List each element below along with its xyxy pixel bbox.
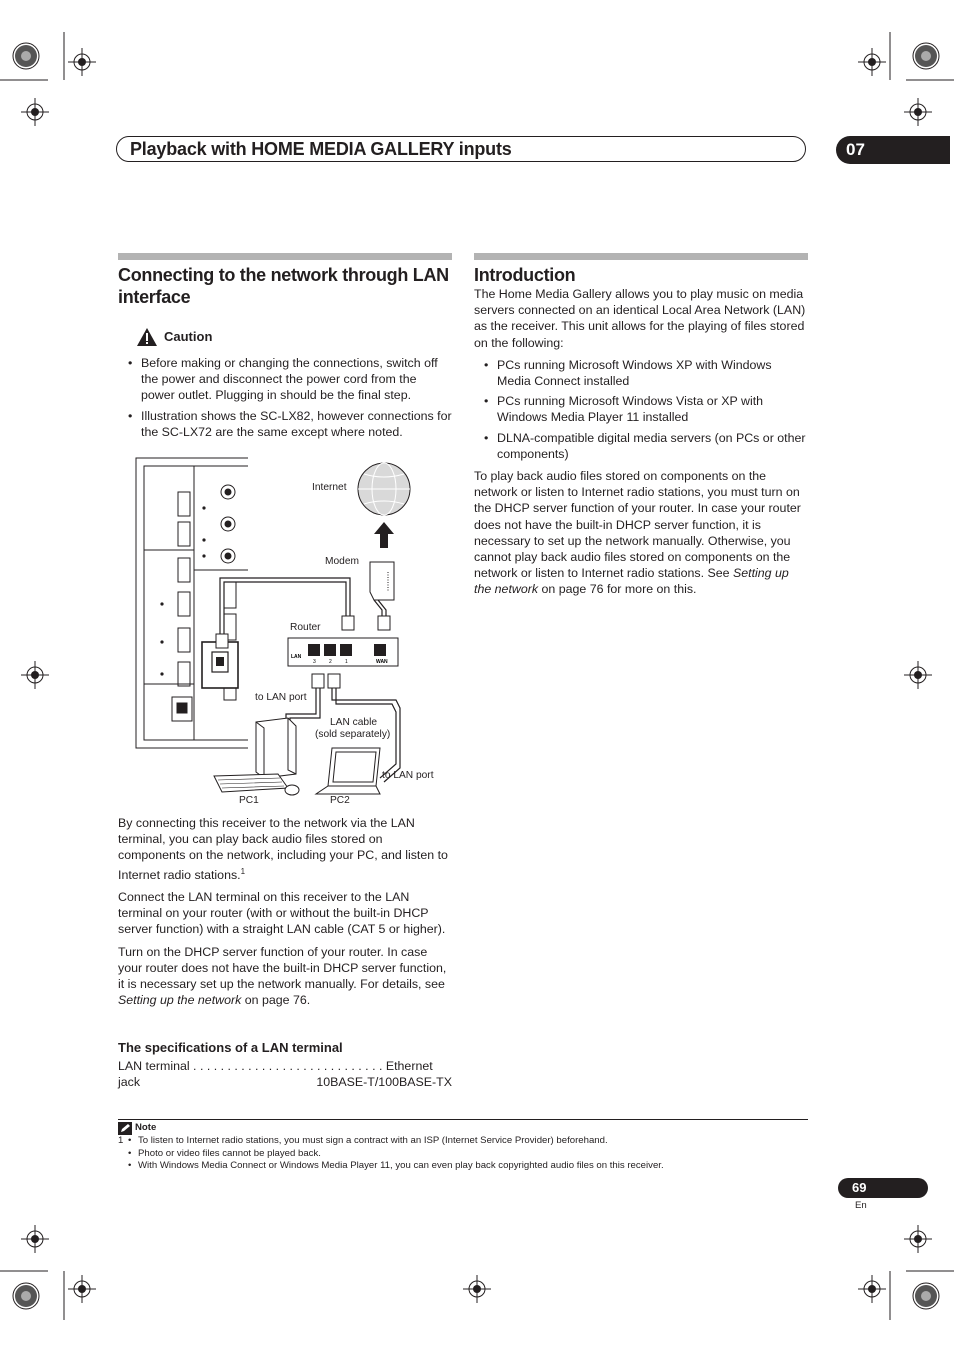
caution-label: Caution xyxy=(164,328,213,344)
list-item: • With Windows Media Connect or Windows Media Player 11, you can even play back copyrighted audio files on this receiver. xyxy=(128,1160,664,1173)
page-number-tab: 69 xyxy=(838,1178,928,1198)
internet-label: Internet xyxy=(312,482,347,493)
caution-block xyxy=(118,327,452,444)
modem-label: Modem xyxy=(325,556,359,567)
pc1-desktop-icon xyxy=(214,718,299,795)
list-item: • PCs running Microsoft Windows XP with Windows Media Connect installed xyxy=(474,357,808,389)
list-item: • To listen to Internet radio stations, you must sign a contract with an ISP (Internet Service Provider) beforehand. xyxy=(128,1135,664,1148)
to-lan-port-label-pc1: to LAN port xyxy=(255,692,307,703)
list-item: • PCs running Microsoft Windows Vista or XP with Windows Media Player 11 installed xyxy=(474,393,808,425)
left-section-heading-wrap xyxy=(118,264,452,308)
note-number: 1 xyxy=(118,1135,124,1146)
left-body-text xyxy=(118,815,452,1014)
right-section-heading: Introduction xyxy=(474,265,576,285)
router-port3-label: 3 xyxy=(313,659,316,665)
footnote-area xyxy=(118,1119,808,1173)
right-section-heading-wrap xyxy=(474,264,808,286)
note-pencil-icon xyxy=(118,1122,132,1135)
left-section-heading: Connecting to the network through LAN interface xyxy=(118,265,449,307)
warning-icon xyxy=(136,327,158,347)
section-rule-right xyxy=(474,253,808,260)
lan-cable-sold-separately-label: (sold separately) xyxy=(315,729,391,740)
right-body-text xyxy=(474,286,808,604)
spec-lan-terminal: LAN terminal . . . . . . . . . . . . . . . . . . . . . . . . . . . . Ethernet jack xyxy=(118,1059,433,1089)
pc2-label: PC2 xyxy=(330,795,350,806)
cross-reference-link[interactable]: Setting up the network xyxy=(118,993,242,1008)
page-header-title: Playback with HOME MEDIA GALLERY inputs xyxy=(130,139,512,159)
router-wan-label: WAN xyxy=(376,659,388,665)
internet-globe-icon xyxy=(358,463,410,515)
section-rule-left xyxy=(118,253,452,260)
list-item: • DLNA-compatible digital media servers (on PCs or other components) xyxy=(474,430,808,462)
arrow-up-icon xyxy=(374,522,394,548)
router-port2-label: 2 xyxy=(329,659,332,665)
note-body xyxy=(118,1135,808,1173)
pc1-label: PC1 xyxy=(239,795,259,806)
spec-heading: The specifications of a LAN terminal xyxy=(118,1040,343,1055)
note-label: Note xyxy=(135,1122,157,1134)
cross-reference-link[interactable]: Setting up the network xyxy=(474,566,789,597)
list-item: • Illustration shows the SC-LX82, however connections for the SC-LX72 are the same except where noted. xyxy=(118,408,452,440)
list-item: • Before making or changing the connections, switch off the power and disconnect the power cord from the power outlet. Plugging in should be the final step. xyxy=(118,355,452,404)
paragraph-intro: By connecting this receiver to the network via the LAN terminal, you can play back audio files stored on components on the network, including your PC, and listen to Internet radio stations.$^1$ xyxy=(118,816,448,882)
footnote-ref: 1 xyxy=(240,866,246,876)
note-header xyxy=(118,1122,808,1135)
lan-connection-diagram xyxy=(118,452,452,807)
supported-sources-list xyxy=(474,357,808,462)
paragraph-dhcp: Turn on the DHCP server function of your router. In case your router does not have the built-in DHCP server function, it is necessary set up the network manually. For details, see Setting up the network on page 76. xyxy=(118,944,447,1008)
caution-header xyxy=(136,327,452,347)
chapter-number-tab: 07 xyxy=(836,136,950,164)
language-code: En xyxy=(855,1200,867,1211)
router-port1-label: 1 xyxy=(345,659,348,665)
lan-cable-label: LAN cable xyxy=(330,717,378,728)
router-label: Router xyxy=(290,622,321,633)
pc2-laptop-icon xyxy=(316,748,380,794)
spec-lan-standard: 10BASE-T/100BASE-TX xyxy=(316,1075,452,1089)
paragraph-dhcp-requirement: To play back audio files stored on components on the network or listen to Internet radio stations, you must turn on the DHCP server function of your router. In case your router does not have the built-in DHCP server function, it is necessary to set up the network manually. Otherwise, you cannot play back audio files stored on components on the network or listen to Internet radio stations. See Setting up the network on page 76 for more on this. xyxy=(474,469,801,597)
to-lan-port-label-pc2: to LAN port xyxy=(382,770,434,781)
list-item: • Photo or video files cannot be played back. xyxy=(128,1148,664,1161)
paragraph-connect: Connect the LAN terminal on this receiver to the LAN terminal on your router (with or without the built-in DHCP server function) with a straight LAN cable (CAT 5 or higher). xyxy=(118,889,446,937)
modem-icon xyxy=(370,562,394,600)
paragraph-intro: The Home Media Gallery allows you to play music on media servers connected on an identical Local Area Network (LAN) as the receiver. This unit allows for the playing of files stored on the following: xyxy=(474,287,806,350)
router-lan-label: LAN xyxy=(291,654,302,660)
caution-list xyxy=(118,355,452,440)
receiver-rear-panel xyxy=(136,458,248,748)
note-list xyxy=(128,1135,664,1173)
